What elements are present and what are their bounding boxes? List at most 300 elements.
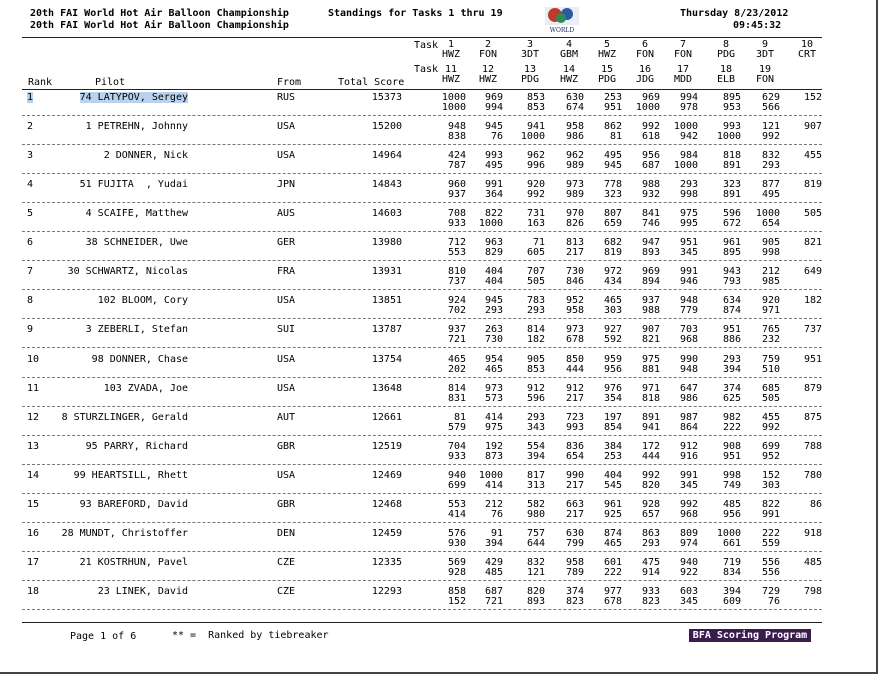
page-indicator: Page 1 of 6 bbox=[70, 631, 137, 642]
task-score-cell: 649 bbox=[803, 266, 822, 277]
task-score-cell: 829 bbox=[484, 247, 503, 258]
total-score-cell: 14843 bbox=[371, 179, 402, 190]
task-score-cell: 905 bbox=[526, 354, 545, 365]
task-score-cell: 576 bbox=[447, 528, 466, 539]
task-score-cell: 809 bbox=[679, 528, 698, 539]
task-score-cell: 820 bbox=[641, 480, 660, 491]
task-score-cell: 1000 bbox=[673, 160, 698, 171]
task-score-cell: 937 bbox=[447, 324, 466, 335]
task-score-cell: 942 bbox=[679, 131, 698, 142]
task-score-cell: 232 bbox=[761, 334, 780, 345]
task-score-cell: 875 bbox=[803, 412, 822, 423]
task-score-cell: 945 bbox=[484, 295, 503, 306]
task-score-cell: 787 bbox=[447, 160, 466, 171]
task-score-cell: 556 bbox=[761, 567, 780, 578]
total-score-cell: 12519 bbox=[371, 441, 402, 452]
task-score-cell: 881 bbox=[641, 364, 660, 375]
task-score-cell: 757 bbox=[526, 528, 545, 539]
task-score-cell: 414 bbox=[484, 412, 503, 423]
task-score-cell: 995 bbox=[679, 218, 698, 229]
row-separator bbox=[22, 609, 822, 610]
pilot-cell: 93 BAREFORD, David bbox=[79, 499, 188, 510]
row-separator bbox=[22, 580, 822, 581]
task-score-cell: 553 bbox=[447, 247, 466, 258]
task-score-cell: 429 bbox=[484, 557, 503, 568]
task-score-cell: 991 bbox=[679, 470, 698, 481]
task-score-cell: 993 bbox=[722, 121, 741, 132]
pilot-cell: 3 ZEBERLI, Stefan bbox=[85, 324, 188, 335]
task-score-cell: 928 bbox=[447, 567, 466, 578]
total-score-header: Total Score bbox=[338, 77, 405, 88]
total-score-cell: 15373 bbox=[371, 92, 402, 103]
task-score-cell: 974 bbox=[679, 538, 698, 549]
task-score-cell: 894 bbox=[641, 276, 660, 287]
task-score-cell: 485 bbox=[722, 499, 741, 510]
row-separator bbox=[22, 144, 822, 145]
task-score-cell: 985 bbox=[761, 276, 780, 287]
task-score-cell: 821 bbox=[803, 237, 822, 248]
task-score-cell: 822 bbox=[484, 208, 503, 219]
task-score-cell: 222 bbox=[761, 528, 780, 539]
task-score-cell: 559 bbox=[761, 538, 780, 549]
task-score-cell: 293 bbox=[761, 160, 780, 171]
task-score-cell: 789 bbox=[565, 567, 584, 578]
country-cell: GBR bbox=[277, 441, 296, 452]
task-score-cell: 404 bbox=[484, 266, 503, 277]
task-score-cell: 1000 bbox=[673, 121, 698, 132]
row-separator bbox=[22, 551, 822, 552]
task-score-cell: 998 bbox=[679, 189, 698, 200]
task-score-cell: 788 bbox=[803, 441, 822, 452]
task-18-number: 18 bbox=[719, 64, 733, 75]
task-score-cell: 992 bbox=[641, 470, 660, 481]
task-score-cell: 951 bbox=[722, 324, 741, 335]
task-score-cell: 629 bbox=[761, 92, 780, 103]
task-score-cell: 893 bbox=[526, 596, 545, 607]
task-score-cell: 814 bbox=[526, 324, 545, 335]
task-score-cell: 826 bbox=[565, 218, 584, 229]
print-time: 09:45:32 bbox=[733, 20, 782, 31]
task-score-cell: 719 bbox=[722, 557, 741, 568]
task-score-cell: 991 bbox=[761, 509, 780, 520]
task-score-cell: 841 bbox=[641, 208, 660, 219]
pilot-cell: 23 LINEK, David bbox=[97, 586, 188, 597]
from-header: From bbox=[277, 77, 302, 88]
task-score-cell: 721 bbox=[484, 596, 503, 607]
task-score-cell: 863 bbox=[641, 528, 660, 539]
task-score-cell: 886 bbox=[722, 334, 741, 345]
pilot-cell: 38 SCHNEIDER, Uwe bbox=[85, 237, 188, 248]
pilot-cell: 21 KOSTRHUN, Pavel bbox=[79, 557, 188, 568]
task-4-code: GBM bbox=[559, 49, 579, 60]
task-score-cell: 821 bbox=[641, 334, 660, 345]
task-score-cell: 685 bbox=[761, 383, 780, 394]
task-score-cell: 798 bbox=[803, 586, 822, 597]
task-score-cell: 992 bbox=[641, 121, 660, 132]
task-score-cell: 712 bbox=[447, 237, 466, 248]
task-score-cell: 647 bbox=[679, 383, 698, 394]
task-score-cell: 404 bbox=[484, 276, 503, 287]
task-11-number: 11 bbox=[444, 64, 458, 75]
task-score-cell: 908 bbox=[722, 441, 741, 452]
country-cell: AUS bbox=[277, 208, 296, 219]
task-score-cell: 654 bbox=[565, 451, 584, 462]
task-score-cell: 982 bbox=[722, 412, 741, 423]
task-score-cell: 912 bbox=[679, 441, 698, 452]
task-score-cell: 854 bbox=[603, 422, 622, 433]
task-score-cell: 969 bbox=[484, 92, 503, 103]
task-4-number: 4 bbox=[565, 39, 573, 50]
total-score-cell: 13980 bbox=[371, 237, 402, 248]
country-cell: CZE bbox=[277, 557, 296, 568]
task-8-number: 8 bbox=[722, 39, 730, 50]
task-score-cell: 76 bbox=[490, 509, 503, 520]
task-score-cell: 657 bbox=[641, 509, 660, 520]
task-score-cell: 465 bbox=[603, 295, 622, 306]
scoring-program-badge: BFA Scoring Program bbox=[689, 629, 811, 642]
task-score-cell: 293 bbox=[679, 179, 698, 190]
task-score-cell: 780 bbox=[803, 470, 822, 481]
total-score-cell: 12335 bbox=[371, 557, 402, 568]
task-score-cell: 730 bbox=[484, 334, 503, 345]
task-score-cell: 592 bbox=[603, 334, 622, 345]
task-score-cell: 834 bbox=[722, 567, 741, 578]
task-score-cell: 832 bbox=[526, 557, 545, 568]
task-score-cell: 793 bbox=[722, 276, 741, 287]
task-score-cell: 630 bbox=[565, 528, 584, 539]
task-11-code: HWZ bbox=[441, 74, 461, 85]
task-score-cell: 91 bbox=[490, 528, 503, 539]
task-18-code: ELB bbox=[716, 74, 736, 85]
task-score-cell: 969 bbox=[641, 266, 660, 277]
task-score-cell: 293 bbox=[526, 305, 545, 316]
task-score-cell: 838 bbox=[447, 131, 466, 142]
task-score-cell: 674 bbox=[565, 102, 584, 113]
country-cell: USA bbox=[277, 295, 296, 306]
task-score-cell: 956 bbox=[722, 509, 741, 520]
task-score-cell: 721 bbox=[447, 334, 466, 345]
task-score-cell: 345 bbox=[679, 247, 698, 258]
task-score-cell: 951 bbox=[722, 451, 741, 462]
row-separator bbox=[22, 377, 822, 378]
task-score-cell: 832 bbox=[761, 150, 780, 161]
task-score-cell: 933 bbox=[641, 586, 660, 597]
task-score-cell: 121 bbox=[526, 567, 545, 578]
task-score-cell: 465 bbox=[484, 364, 503, 375]
pilot-cell: 8 STURZLINGER, Gerald bbox=[61, 412, 188, 423]
task-17-code: MDD bbox=[673, 74, 693, 85]
task-score-cell: 708 bbox=[447, 208, 466, 219]
task-score-cell: 977 bbox=[603, 586, 622, 597]
task-score-cell: 930 bbox=[447, 538, 466, 549]
task-score-cell: 217 bbox=[565, 247, 584, 258]
total-score-cell: 12293 bbox=[371, 586, 402, 597]
task-score-cell: 345 bbox=[679, 480, 698, 491]
task-score-cell: 723 bbox=[565, 412, 584, 423]
task-score-cell: 998 bbox=[722, 470, 741, 481]
task-score-cell: 749 bbox=[722, 480, 741, 491]
task-score-cell: 222 bbox=[603, 567, 622, 578]
total-score-cell: 13787 bbox=[371, 324, 402, 335]
task-score-cell: 990 bbox=[565, 470, 584, 481]
task-score-cell: 783 bbox=[526, 295, 545, 306]
task-score-cell: 958 bbox=[565, 121, 584, 132]
task-score-cell: 293 bbox=[526, 412, 545, 423]
task-score-cell: 364 bbox=[484, 189, 503, 200]
task-score-cell: 661 bbox=[722, 538, 741, 549]
task-score-cell: 969 bbox=[641, 92, 660, 103]
task-score-cell: 152 bbox=[761, 470, 780, 481]
task-score-cell: 424 bbox=[447, 150, 466, 161]
task-score-cell: 972 bbox=[603, 266, 622, 277]
task-score-cell: 434 bbox=[603, 276, 622, 287]
task-score-cell: 121 bbox=[761, 121, 780, 132]
task-10-number: 10 bbox=[800, 39, 814, 50]
rank-cell: 6 bbox=[27, 237, 34, 248]
total-score-cell: 14603 bbox=[371, 208, 402, 219]
task-score-cell: 1000 bbox=[478, 470, 503, 481]
task-score-cell: 672 bbox=[722, 218, 741, 229]
task-score-cell: 253 bbox=[603, 451, 622, 462]
task-score-cell: 862 bbox=[603, 121, 622, 132]
task-score-cell: 933 bbox=[447, 218, 466, 229]
task-score-cell: 253 bbox=[603, 92, 622, 103]
task-score-cell: 1000 bbox=[441, 102, 466, 113]
task-score-cell: 822 bbox=[761, 499, 780, 510]
task-score-cell: 455 bbox=[761, 412, 780, 423]
task-score-cell: 394 bbox=[526, 451, 545, 462]
row-separator bbox=[22, 435, 822, 436]
task-score-cell: 924 bbox=[447, 295, 466, 306]
task-score-cell: 212 bbox=[761, 266, 780, 277]
task-score-cell: 941 bbox=[526, 121, 545, 132]
task-score-cell: 414 bbox=[447, 509, 466, 520]
task-score-cell: 293 bbox=[484, 305, 503, 316]
task-score-cell: 820 bbox=[526, 586, 545, 597]
task-score-cell: 992 bbox=[761, 131, 780, 142]
task-score-cell: 973 bbox=[565, 324, 584, 335]
task-3-code: 3DT bbox=[520, 49, 540, 60]
task-score-cell: 951 bbox=[803, 354, 822, 365]
task-score-cell: 293 bbox=[722, 354, 741, 365]
country-cell: FRA bbox=[277, 266, 296, 277]
rank-cell: 17 bbox=[27, 557, 40, 568]
task-score-cell: 182 bbox=[526, 334, 545, 345]
tiebreaker-note: ** = Ranked by tiebreaker bbox=[172, 630, 329, 641]
task-score-cell: 313 bbox=[526, 480, 545, 491]
task-score-cell: 579 bbox=[447, 422, 466, 433]
task-score-cell: 836 bbox=[565, 441, 584, 452]
task-score-cell: 864 bbox=[679, 422, 698, 433]
task-score-cell: 998 bbox=[761, 247, 780, 258]
country-cell: USA bbox=[277, 150, 296, 161]
rank-cell: 13 bbox=[27, 441, 40, 452]
task-score-cell: 163 bbox=[526, 218, 545, 229]
task-score-cell: 920 bbox=[761, 295, 780, 306]
row-separator bbox=[22, 464, 822, 465]
country-cell: USA bbox=[277, 354, 296, 365]
task-score-cell: 731 bbox=[526, 208, 545, 219]
pilot-header: Pilot bbox=[95, 77, 126, 88]
country-cell: USA bbox=[277, 121, 296, 132]
task-score-cell: 956 bbox=[641, 150, 660, 161]
task-7-code: FON bbox=[673, 49, 693, 60]
task-score-cell: 992 bbox=[761, 422, 780, 433]
pilot-cell: 4 SCAIFE, Matthew bbox=[85, 208, 188, 219]
task-score-cell: 893 bbox=[641, 247, 660, 258]
task-score-cell: 914 bbox=[641, 567, 660, 578]
row-separator bbox=[22, 231, 822, 232]
total-score-cell: 12661 bbox=[371, 412, 402, 423]
task-score-cell: 1000 bbox=[478, 218, 503, 229]
task-score-cell: 465 bbox=[447, 354, 466, 365]
task-score-cell: 455 bbox=[803, 150, 822, 161]
task-score-cell: 730 bbox=[565, 266, 584, 277]
task-score-cell: 925 bbox=[603, 509, 622, 520]
task-score-cell: 495 bbox=[484, 160, 503, 171]
task-score-cell: 444 bbox=[641, 451, 660, 462]
task-score-cell: 819 bbox=[803, 179, 822, 190]
task-score-cell: 778 bbox=[603, 179, 622, 190]
rank-cell: 5 bbox=[27, 208, 34, 219]
task-score-cell: 986 bbox=[679, 393, 698, 404]
task-score-cell: 823 bbox=[641, 596, 660, 607]
rank-cell: 8 bbox=[27, 295, 34, 306]
task-score-cell: 991 bbox=[679, 266, 698, 277]
task-score-cell: 566 bbox=[761, 102, 780, 113]
task-score-cell: 510 bbox=[761, 364, 780, 375]
task-15-code: PDG bbox=[597, 74, 617, 85]
task-score-cell: 485 bbox=[484, 567, 503, 578]
row-separator bbox=[22, 522, 822, 523]
row-separator bbox=[22, 173, 822, 174]
task-score-cell: 877 bbox=[761, 179, 780, 190]
task-score-cell: 963 bbox=[484, 237, 503, 248]
task-score-cell: 545 bbox=[603, 480, 622, 491]
task-score-cell: 737 bbox=[803, 324, 822, 335]
task-score-cell: 1000 bbox=[441, 92, 466, 103]
task-score-cell: 993 bbox=[565, 422, 584, 433]
total-score-cell: 12469 bbox=[371, 470, 402, 481]
country-cell: USA bbox=[277, 383, 296, 394]
task-score-cell: 818 bbox=[641, 393, 660, 404]
task-score-cell: 948 bbox=[679, 364, 698, 375]
country-cell: GER bbox=[277, 237, 296, 248]
total-score-cell: 13648 bbox=[371, 383, 402, 394]
task-score-cell: 634 bbox=[722, 295, 741, 306]
task-score-cell: 217 bbox=[565, 393, 584, 404]
task-score-cell: 992 bbox=[526, 189, 545, 200]
rank-cell: 15 bbox=[27, 499, 40, 510]
task-score-cell: 596 bbox=[722, 208, 741, 219]
task-14-number: 14 bbox=[562, 64, 576, 75]
total-score-cell: 13931 bbox=[371, 266, 402, 277]
task-19-number: 19 bbox=[758, 64, 772, 75]
pilot-cell: 28 MUNDT, Christoffer bbox=[61, 528, 188, 539]
total-score-cell: 15200 bbox=[371, 121, 402, 132]
task-score-cell: 819 bbox=[603, 247, 622, 258]
task-score-cell: 505 bbox=[761, 393, 780, 404]
task-score-cell: 927 bbox=[603, 324, 622, 335]
task-score-cell: 853 bbox=[526, 364, 545, 375]
task-score-cell: 495 bbox=[761, 189, 780, 200]
task-label-bottom: Task bbox=[414, 64, 439, 75]
task-score-cell: 659 bbox=[603, 218, 622, 229]
row-separator bbox=[22, 202, 822, 203]
task-score-cell: 582 bbox=[526, 499, 545, 510]
task-score-cell: 217 bbox=[565, 509, 584, 520]
pilot-cell: 1 PETREHN, Johnny bbox=[85, 121, 188, 132]
task-score-cell: 918 bbox=[803, 528, 822, 539]
task-score-cell: 873 bbox=[484, 451, 503, 462]
task-score-cell: 293 bbox=[641, 538, 660, 549]
task-score-cell: 952 bbox=[565, 295, 584, 306]
task-score-cell: 505 bbox=[526, 276, 545, 287]
task-13-number: 13 bbox=[523, 64, 537, 75]
task-score-cell: 605 bbox=[526, 247, 545, 258]
task-score-cell: 891 bbox=[722, 160, 741, 171]
rank-cell: 14 bbox=[27, 470, 40, 481]
task-score-cell: 958 bbox=[565, 305, 584, 316]
pilot-cell: 30 SCHWARTZ, Nicolas bbox=[67, 266, 188, 277]
task-score-cell: 879 bbox=[803, 383, 822, 394]
task-score-cell: 973 bbox=[484, 383, 503, 394]
task-score-cell: 81 bbox=[453, 412, 466, 423]
task-score-cell: 172 bbox=[641, 441, 660, 452]
task-score-cell: 663 bbox=[565, 499, 584, 510]
task-score-cell: 990 bbox=[679, 354, 698, 365]
task-score-cell: 345 bbox=[679, 596, 698, 607]
task-score-cell: 959 bbox=[603, 354, 622, 365]
task-score-cell: 989 bbox=[565, 160, 584, 171]
column-header-rule bbox=[22, 89, 822, 90]
task-score-cell: 971 bbox=[761, 305, 780, 316]
task-score-cell: 853 bbox=[526, 92, 545, 103]
rank-cell: 9 bbox=[27, 324, 34, 335]
task-score-cell: 992 bbox=[679, 499, 698, 510]
task-score-cell: 630 bbox=[565, 92, 584, 103]
task-score-cell: 569 bbox=[447, 557, 466, 568]
task-score-cell: 404 bbox=[603, 470, 622, 481]
task-score-cell: 810 bbox=[447, 266, 466, 277]
task-score-cell: 699 bbox=[447, 480, 466, 491]
task-score-cell: 891 bbox=[641, 412, 660, 423]
rank-cell: 16 bbox=[27, 528, 40, 539]
task-score-cell: 554 bbox=[526, 441, 545, 452]
pilot-cell: 74 LATYPOV, Sergey bbox=[79, 92, 188, 103]
task-score-cell: 874 bbox=[603, 528, 622, 539]
task-score-cell: 975 bbox=[484, 422, 503, 433]
task-label-top: Task bbox=[414, 40, 439, 51]
task-score-cell: 394 bbox=[722, 364, 741, 375]
task-score-cell: 940 bbox=[679, 557, 698, 568]
country-cell: USA bbox=[277, 470, 296, 481]
task-score-cell: 813 bbox=[565, 237, 584, 248]
task-score-cell: 891 bbox=[722, 189, 741, 200]
task-score-cell: 1000 bbox=[635, 102, 660, 113]
task-score-cell: 951 bbox=[679, 237, 698, 248]
task-score-cell: 994 bbox=[679, 92, 698, 103]
total-score-cell: 12468 bbox=[371, 499, 402, 510]
task-5-code: HWZ bbox=[597, 49, 617, 60]
pilot-cell: 99 HEARTSILL, Rhett bbox=[73, 470, 188, 481]
svg-text:WORLD: WORLD bbox=[549, 27, 575, 34]
task-score-cell: 609 bbox=[722, 596, 741, 607]
task-score-cell: 678 bbox=[603, 596, 622, 607]
task-score-cell: 905 bbox=[761, 237, 780, 248]
task-score-cell: 912 bbox=[526, 383, 545, 394]
task-score-cell: 975 bbox=[679, 208, 698, 219]
